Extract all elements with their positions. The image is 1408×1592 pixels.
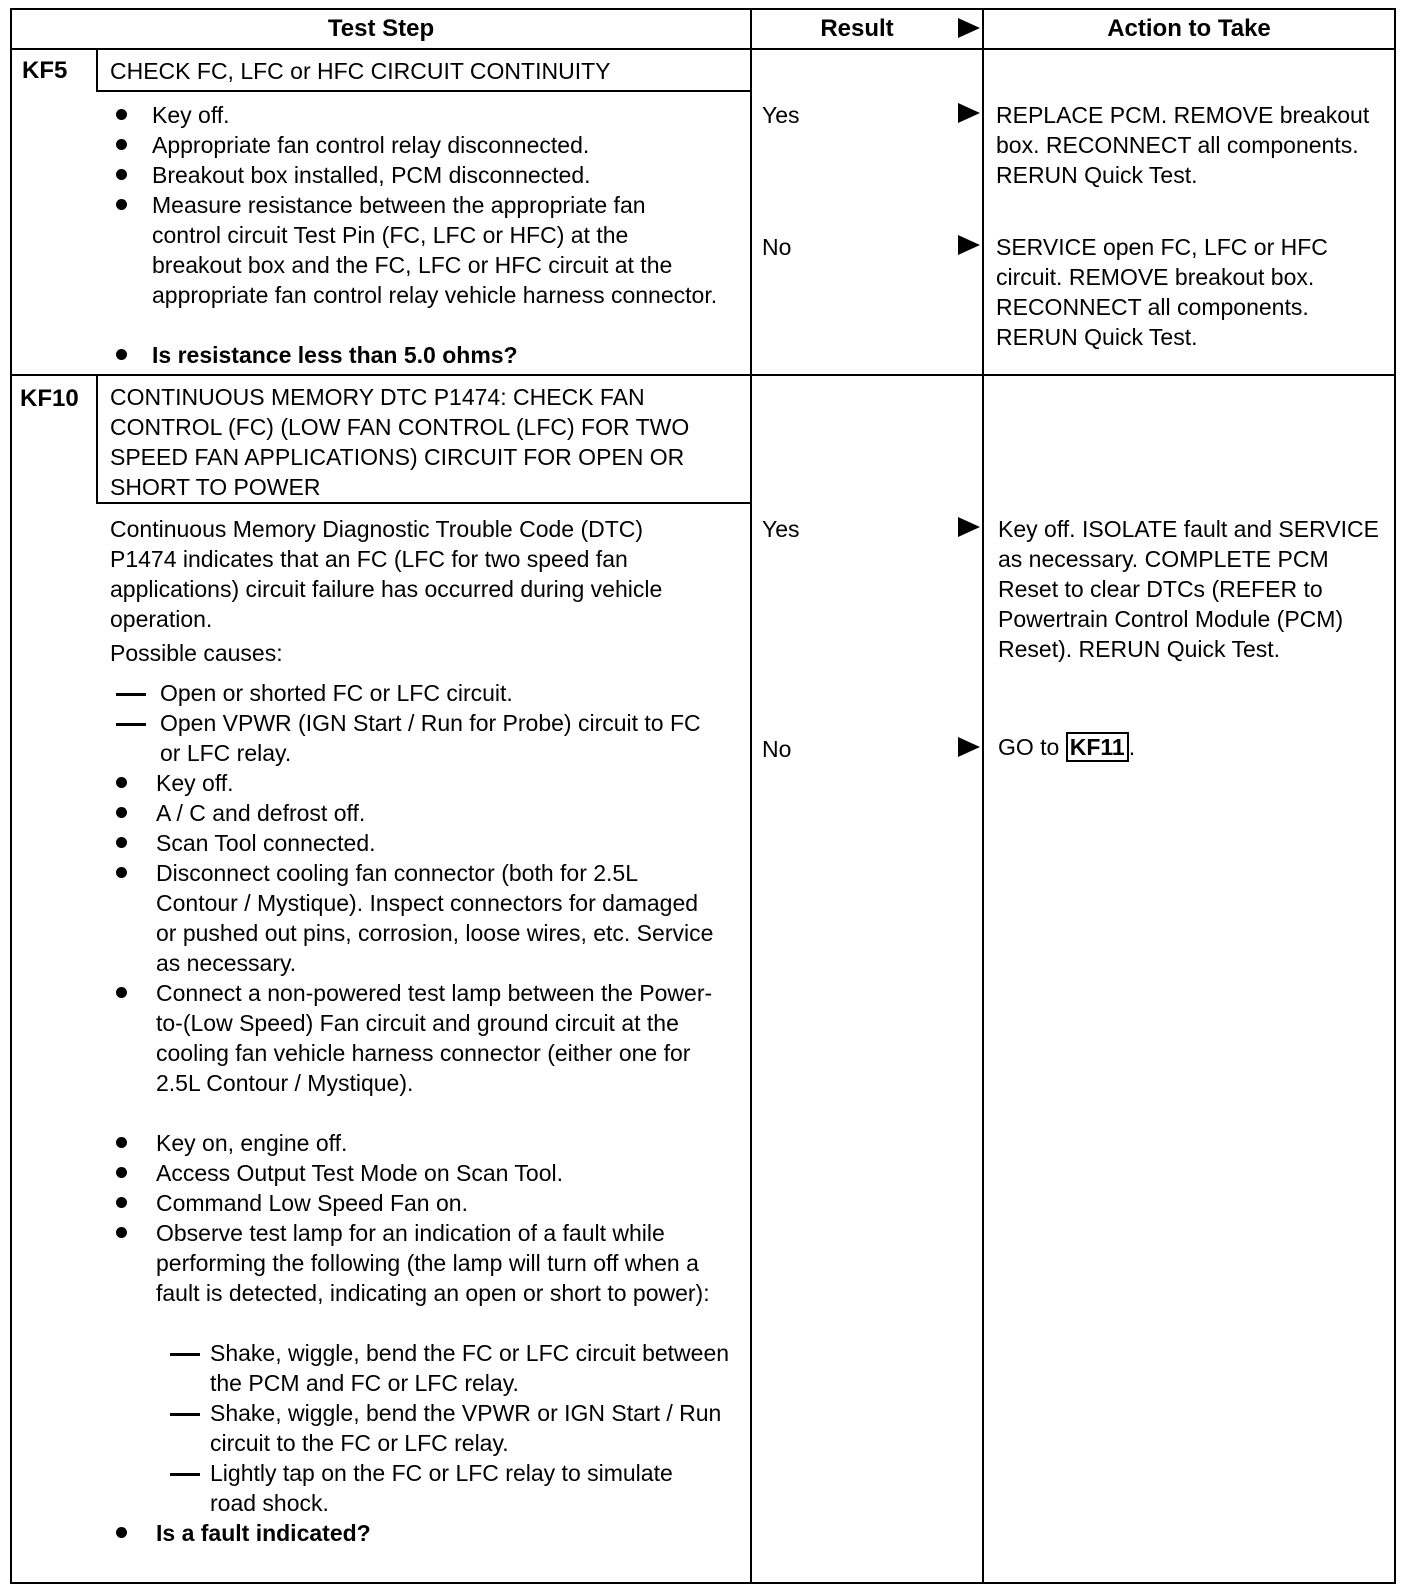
bullet-icon — [116, 169, 127, 180]
kf10-step-id: KF10 — [20, 385, 79, 412]
kf10-intro: Continuous Memory Diagnostic Trouble Code (DTC) P1474 indicates that an FC (LFC for two speed fan applications) circuit failure has occurred during vehicle operation. — [110, 516, 663, 632]
header-result: Result — [820, 15, 894, 42]
kf5-action-yes: REPLACE PCM. REMOVE breakout box. RECONNECT all components. RERUN Quick Test. — [996, 102, 1370, 188]
kf10-cause-1: Open or shorted FC or LFC circuit. — [160, 680, 513, 706]
kf10-possible-causes-label: Possible causes: — [110, 640, 283, 666]
kf5-question: Is resistance less than 5.0 ohms? — [152, 342, 518, 368]
kf5-row-divider — [10, 374, 1396, 376]
kf10-bullet-6: Key on, engine off. — [156, 1130, 348, 1156]
kf5-action-no: SERVICE open FC, LFC or HFC circuit. REMOVE breakout box. RECONNECT all components. RERUN Quick Test. — [996, 234, 1328, 350]
kf10-bullet-7: Access Output Test Mode on Scan Tool. — [156, 1160, 563, 1186]
kf5-result-no: No — [762, 234, 792, 260]
dash-icon — [116, 693, 146, 696]
kf5-result-yes: Yes — [762, 102, 800, 128]
bullet-icon — [116, 1227, 127, 1238]
kf5-id-divider — [96, 48, 98, 92]
kf5-yes-arrow-icon — [958, 103, 980, 123]
dash-icon — [170, 1413, 200, 1416]
kf5-step-id: KF5 — [22, 57, 68, 84]
bullet-icon — [116, 1527, 127, 1538]
bullet-icon — [116, 349, 127, 360]
kf10-bullet-2: A / C and defrost off. — [156, 800, 366, 826]
bullet-icon — [116, 987, 127, 998]
kf10-question: Is a fault indicated? — [156, 1520, 371, 1546]
bullet-icon — [116, 867, 127, 878]
bullet-icon — [116, 139, 127, 150]
kf10-result-no: No — [762, 736, 792, 762]
bullet-icon — [116, 777, 127, 788]
kf5-bullet-4: Measure resistance between the appropriate fan control circuit Test Pin (FC, LFC or HFC) at the breakout box and the FC, LFC or HFC circuit at the appropriate fan control relay vehicle harness connector. — [152, 192, 718, 308]
kf5-title-divider — [96, 90, 750, 92]
kf5-bullet-1: Key off. — [152, 102, 230, 128]
kf10-bullet-8: Command Low Speed Fan on. — [156, 1190, 468, 1216]
kf10-bullet-4: Disconnect cooling fan connector (both for 2.5L Contour / Mystique). Inspect connectors for damaged or pushed out pins, corrosion, loose wires, etc. Service as necessary. — [156, 860, 714, 976]
kf10-bullet-5: Connect a non-powered test lamp between the Power-to-(Low Speed) Fan circuit and ground circuit at the cooling fan vehicle harness connector (either one for 2.5L Contour / Mystique). — [156, 980, 713, 1096]
table-right-border — [1394, 8, 1396, 1584]
bullet-icon — [116, 109, 127, 120]
kf10-cause-2: Open VPWR (IGN Start / Run for Probe) circuit to FC or LFC relay. — [160, 710, 701, 766]
bullet-icon — [116, 1137, 127, 1148]
bullet-icon — [116, 1167, 127, 1178]
kf10-result-yes: Yes — [762, 516, 800, 542]
kf10-action-no-prefix: GO to — [998, 734, 1060, 760]
column-divider-action — [982, 8, 984, 1584]
kf5-no-arrow-icon — [958, 235, 980, 255]
header-arrow-icon — [958, 18, 980, 38]
header-test-step: Test Step — [327, 15, 435, 42]
kf5-bullet-3: Breakout box installed, PCM disconnected. — [152, 162, 591, 188]
kf10-id-divider — [96, 374, 98, 504]
header-divider — [10, 48, 1396, 50]
kf10-yes-arrow-icon — [958, 517, 980, 537]
kf10-sub-item-3: Lightly tap on the FC or LFC relay to simulate road shock. — [210, 1460, 673, 1516]
kf10-title: CONTINUOUS MEMORY DTC P1474: CHECK FAN CONTROL (FC) (LOW FAN CONTROL (LFC) FOR TWO SPEED FAN APPLICATIONS) CIRCUIT FOR OPEN OR SHORT TO POWER — [110, 384, 690, 500]
kf11-reference-box[interactable]: KF11 — [1066, 732, 1129, 762]
table-left-border — [10, 8, 12, 1584]
kf10-action-yes: Key off. ISOLATE fault and SERVICE as necessary. COMPLETE PCM Reset to clear DTCs (REFER to Powertrain Control Module (PCM) Reset). RERUN Quick Test. — [998, 516, 1379, 662]
table-bottom-border — [10, 1582, 1396, 1584]
kf10-bullet-3: Scan Tool connected. — [156, 830, 376, 856]
dash-icon — [170, 1473, 200, 1476]
header-action: Action to Take — [1107, 15, 1271, 42]
kf10-sub-item-1: Shake, wiggle, bend the FC or LFC circuit between the PCM and FC or LFC relay. — [210, 1340, 730, 1396]
diagnostic-table — [10, 8, 1396, 1584]
kf10-title-divider — [96, 502, 750, 504]
kf10-bullet-9: Observe test lamp for an indication of a fault while performing the following (the lamp will turn off when a fault is detected, indicating an open or short to power): — [156, 1220, 710, 1306]
dash-icon — [116, 723, 146, 726]
table-top-border — [10, 8, 1396, 10]
dash-icon — [170, 1353, 200, 1356]
column-divider-result — [750, 8, 752, 1584]
bullet-icon — [116, 837, 127, 848]
bullet-icon — [116, 807, 127, 818]
kf10-bullet-1: Key off. — [156, 770, 234, 796]
kf5-bullet-2: Appropriate fan control relay disconnected. — [152, 132, 590, 158]
bullet-icon — [116, 1197, 127, 1208]
kf10-no-arrow-icon — [958, 737, 980, 757]
kf10-sub-item-2: Shake, wiggle, bend the VPWR or IGN Start / Run circuit to the FC or LFC relay. — [210, 1400, 722, 1456]
kf5-title: CHECK FC, LFC or HFC CIRCUIT CONTINUITY — [110, 58, 611, 84]
kf10-action-no-suffix: . — [1128, 734, 1136, 760]
bullet-icon — [116, 199, 127, 210]
kf10-action-no — [998, 732, 1380, 762]
